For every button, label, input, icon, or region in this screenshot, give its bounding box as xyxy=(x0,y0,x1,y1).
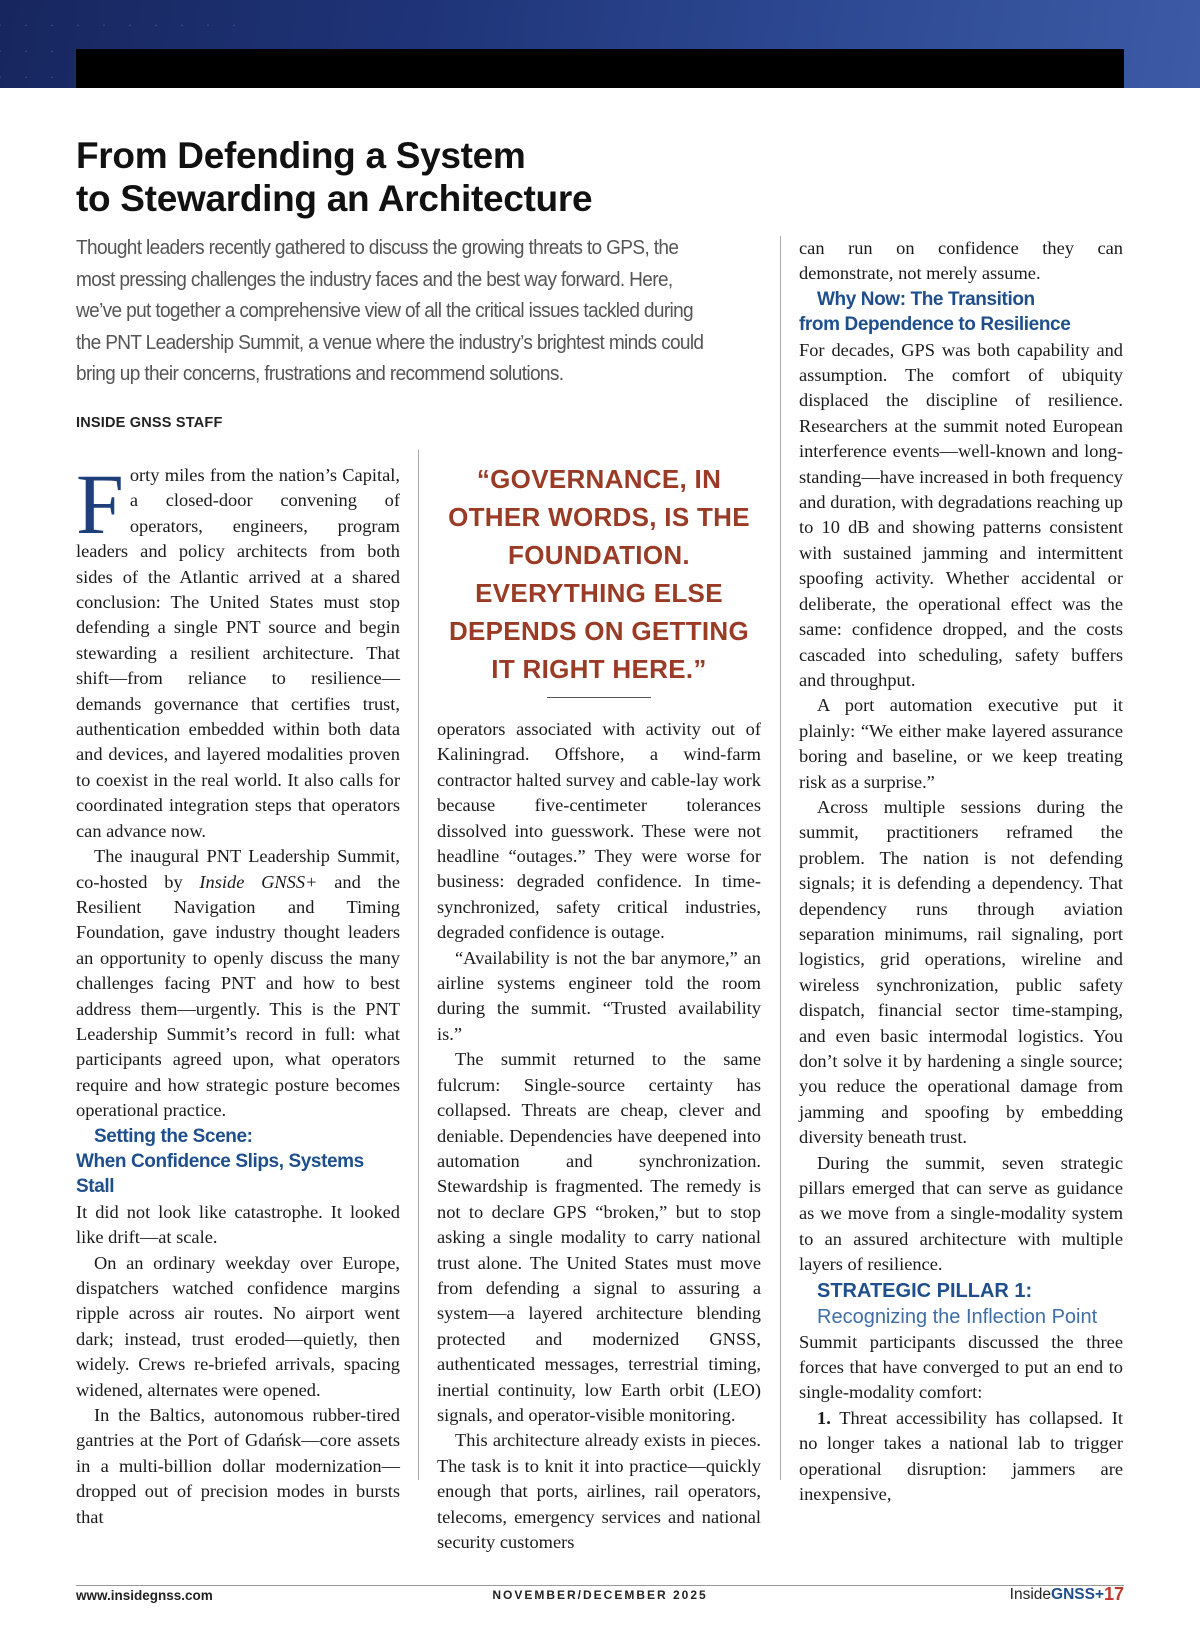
subhead-why-now-line-1: Why Now: The Transition xyxy=(817,288,1035,310)
list-number: 1. xyxy=(817,1407,831,1428)
subhead-setting-scene-line-1: Setting the Scene: xyxy=(94,1125,253,1147)
paragraph-pillars: During the summit, seven strategic pillars emerged that can serve as guidance as we move from a single-modality system to an assured architecture with multiple layers of resilience. xyxy=(799,1152,1123,1275)
paragraph-port-exec: A port automation executive put it plainly: “We either make layered assurance boring and baseline, or we keep treating risk as a surprise.” xyxy=(799,695,1123,792)
publication-name: Inside GNSS+ xyxy=(199,871,318,892)
paragraph-europe: On an ordinary weekday over Europe, dispatchers watched confidence margins ripple across air routes. No airport went dark; instead, trust eroded—quietly, then widely. Crews re-briefed arrivals, spacing widened, alternates were opened. xyxy=(76,1252,400,1400)
article-headline xyxy=(76,134,776,220)
headline-line-2: to Stewarding an Architecture xyxy=(76,178,593,219)
column-divider-2 xyxy=(780,236,781,1480)
subhead-why-now-line-2: from Dependence to Resilience xyxy=(799,314,1071,336)
paragraph-decades: For decades, GPS was both capability and assumption. The comfort of ubiquity displaced the discipline of resilience. Researchers at the summit noted European interference events—well-known and long-standing—have increased in both frequency and duration, with degradations reaching up to 10 dB and showing patterns consistent with sustained jamming and intermittent spoofing activity. Whether accidental or deliberate, the operational effect was the same: confidence dropped, and the costs cascaded into scheduling, safety buffers and throughput. xyxy=(799,339,1123,690)
paragraph-summit-after: and the Resilient Navigation and Timing Foundation, gave industry thought leaders an opportunity to openly discuss the many challenges facing PNT and how to best address them—urgently. This is the PNT Leadership Summit’s record in full: what participants agreed upon, what operators require and how strategic posture becomes operational practice. xyxy=(76,871,401,1121)
paragraph-summit-before: The inaugural PNT Leadership Summit, co-hosted by xyxy=(76,846,400,892)
footer-brand-prefix: Inside xyxy=(1009,1586,1052,1603)
footer-rule xyxy=(76,1585,1124,1586)
paragraph-fulcrum: The summit returned to the same fulcrum: Single-source certainty has collapsed. Threats are cheap, clever and deniable. Dependencies have deepened into automation and synchronization. Stewardship is fragmented. The remedy is not to declare GPS “broken,” but to stop asking a single modality to carry national trust alone. The United States must move from defending a signal to assuring a system—a layered architecture blending protected and modernized GNSS, authenticated messages, terrestrial timing, inertial continuity, low Earth orbit (LEO) signals, and operator-visible monitoring. xyxy=(437,1049,761,1425)
pillar-1-title: Recognizing the Inflection Point xyxy=(817,1305,1098,1328)
subhead-setting-scene-line-2: When Confidence Slips, Systems Stall xyxy=(76,1150,364,1198)
pull-quote: “GOVERNANCE, IN OTHER WORDS, IS THE FOUNDATION. EVERYTHING ELSE DEPENDS ON GETTING IT RIGHT HERE.” xyxy=(448,464,750,684)
footer-url[interactable]: www.insidegnss.com xyxy=(76,1588,213,1603)
byline: INSIDE GNSS STAFF xyxy=(76,415,223,431)
paragraph-confidence: can run on confidence they can demonstrate, not merely assume. xyxy=(799,238,1123,284)
paragraph-architecture: This architecture already exists in pieces. The task is to knit it into practice—quickly enough that ports, airlines, rail operators, telecoms, emergency services and national security customers xyxy=(437,1430,761,1552)
column-divider-1 xyxy=(418,450,419,1480)
paragraph-three-forces: Summit participants discussed the three forces that have converged to put an end to single-modality comfort: xyxy=(799,1331,1123,1403)
column-3 xyxy=(799,236,1123,1508)
column-1 xyxy=(76,456,401,1530)
drop-cap: F xyxy=(76,456,124,552)
paragraph-availability-quote: “Availability is not the bar anymore,” an airline systems engineer told the room during the summit. “Trusted availability is.” xyxy=(437,947,761,1044)
headline-line-1: From Defending a System xyxy=(76,135,526,176)
top-banner xyxy=(0,0,1200,88)
column-2 xyxy=(437,717,761,1555)
article-deck: Thought leaders recently gathered to discuss the growing threats to GPS, the most pressing challenges the industry faces and the best way forward. Here, we’ve put together a comprehensive view of all the critical issues tackled during the PNT Leadership Summit, a venue where the industry’s brightest minds could bring up their concerns, frustrations and recommend solutions. xyxy=(76,236,704,385)
footer-brand-accent: GNSS+ xyxy=(1051,1586,1104,1603)
paragraph-threat-accessibility-text: Threat accessibility has collapsed. It no longer takes a national lab to trigger operational disruption: jammers are inexpensive, xyxy=(799,1407,1123,1505)
paragraph-threat-accessibility xyxy=(799,1406,1123,1508)
pull-quote-rule xyxy=(547,697,651,698)
paragraph-summit xyxy=(76,844,400,1123)
footer-issue: NOVEMBER/DECEMBER 2025 xyxy=(492,1588,708,1602)
page-number: 17 xyxy=(1103,1584,1124,1604)
paragraph-kaliningrad: operators associated with activity out of Kaliningrad. Offshore, a wind-farm contractor halted survey and cable-lay work because five-centimeter tolerances dissolved into guesswork. These were not headline “outages.” They were worse for business: degraded confidence. In time-synchronized, safety critical industries, degraded confidence is outage. xyxy=(437,719,761,943)
banner-black-bar xyxy=(76,49,1124,88)
pillar-1-label: STRATEGIC PILLAR 1: xyxy=(817,1279,1033,1302)
paragraph-drift: It did not look like catastrophe. It looked like drift—at scale. xyxy=(76,1201,400,1248)
footer-brand xyxy=(1010,1586,1104,1604)
paragraph-intro xyxy=(76,456,400,844)
paragraph-reframe: Across multiple sessions during the summit, practitioners reframed the problem. The nation is not defending signals; it is defending a dependency. That dependency runs through aviation separation minimums, rail signaling, port logistics, grid operations, wireline and wireless synchronization, public safety dispatch, financial sector time-stamping, and even basic intermodal logistics. You don’t solve it by hardening a single source; you reduce the operational damage from jamming and spoofing by embedding diversity beneath trust. xyxy=(799,796,1123,1148)
subhead-setting-scene xyxy=(76,1124,400,1200)
subhead-why-now xyxy=(799,287,1123,338)
paragraph-baltics: In the Baltics, autonomous rubber-tired gantries at the Port of Gdańsk—core assets in a multi-billion dollar modernization—dropped out of precision modes in bursts that xyxy=(76,1405,400,1527)
paragraph-intro-text: orty miles from the nation’s Capital, a closed-door convening of operators, engineers, program leaders and policy architects from both sides of the Atlantic arrived at a shared conclusion: The United States must stop defending a single PNT source and begin stewarding a resilient architecture. That shift—from reliance to resilience—demands governance that certifies trust, authentication embedded within both data and devices, and layered modalities proven to coexist in the real world. It also calls for coordinated integration steps that operators can advance now. xyxy=(76,465,400,841)
